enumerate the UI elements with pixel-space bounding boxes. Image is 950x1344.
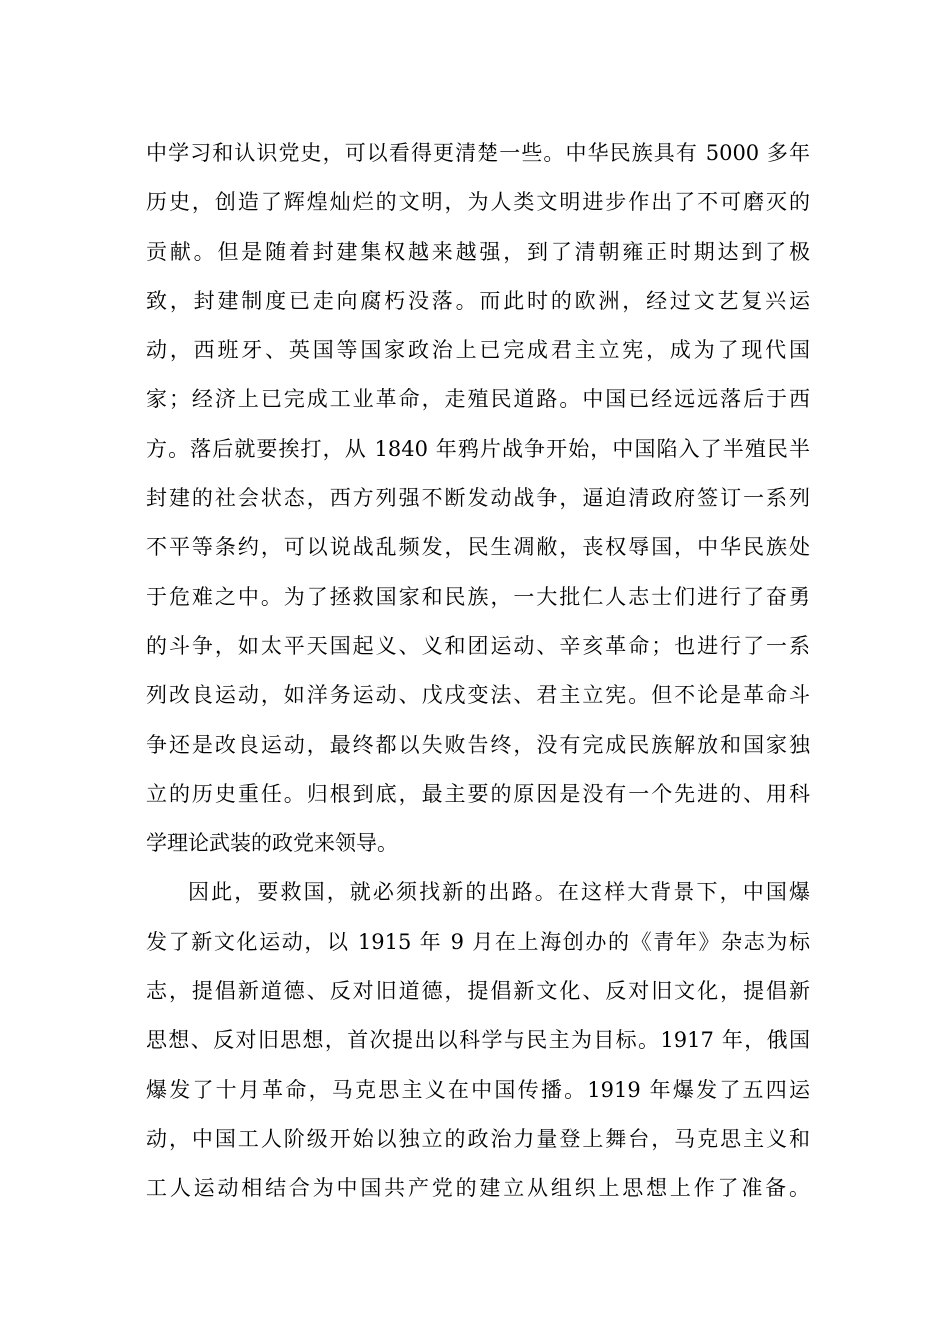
text-line: 工人运动相结合为中国共产党的建立从组织上思想上作了准备。 xyxy=(146,1176,810,1201)
text-line: 家；经济上已完成工业革命，走殖民道路。中国已经远远落后于西 xyxy=(146,387,810,412)
text-line: 争还是改良运动，最终都以失败告终，没有完成民族解放和国家独 xyxy=(146,732,810,757)
text-line: 历史，创造了辉煌灿烂的文明，为人类文明进步作出了不可磨灭的 xyxy=(146,190,810,215)
text-line: 不平等条约，可以说战乱频发，民生凋敝，丧权辱国，中华民族处 xyxy=(146,535,810,560)
text-line: 方。落后就要挨打，从 1840 年鸦片战争开始，中国陷入了半殖民半 xyxy=(146,436,810,461)
text-line: 志，提倡新道德、反对旧道德，提倡新文化、反对旧文化，提倡新 xyxy=(146,979,810,1004)
text-line: 学理论武装的政党来领导。 xyxy=(146,831,398,856)
text-line: 思想、反对旧思想，首次提出以科学与民主为目标。1917 年，俄国 xyxy=(146,1028,810,1053)
text-line: 封建的社会状态，西方列强不断发动战争，逼迫清政府签订一系列 xyxy=(146,486,810,511)
text-line: 发了新文化运动，以 1915 年 9 月在上海创办的《青年》杂志为标 xyxy=(146,929,810,954)
text-line: 爆发了十月革命，马克思主义在中国传播。1919 年爆发了五四运 xyxy=(146,1077,810,1102)
text-line: 贡献。但是随着封建集权越来越强，到了清朝雍正时期达到了极 xyxy=(146,239,810,264)
text-line: 动，中国工人阶级开始以独立的政治力量登上舞台，马克思主义和 xyxy=(146,1126,810,1151)
text-line: 列改良运动，如洋务运动、戊戌变法、君主立宪。但不论是革命斗 xyxy=(146,683,810,708)
body-text xyxy=(146,129,810,1214)
text-line: 立的历史重任。归根到底，最主要的原因是没有一个先进的、用科 xyxy=(146,781,810,806)
text-line: 的斗争，如太平天国起义、义和团运动、辛亥革命；也进行了一系 xyxy=(146,633,810,658)
text-line: 中学习和认识党史，可以看得更清楚一些。中华民族具有 5000 多年 xyxy=(146,141,810,165)
text-line: 于危难之中。为了拯救国家和民族，一大批仁人志士们进行了奋勇 xyxy=(146,584,810,609)
text-line: 致，封建制度已走向腐朽没落。而此时的欧洲，经过文艺复兴运 xyxy=(146,288,810,313)
text-line: 因此，要救国，就必须找新的出路。在这样大背景下，中国爆 xyxy=(188,880,810,905)
text-line: 动，西班牙、英国等国家政治上已完成君主立宪，成为了现代国 xyxy=(146,338,810,363)
